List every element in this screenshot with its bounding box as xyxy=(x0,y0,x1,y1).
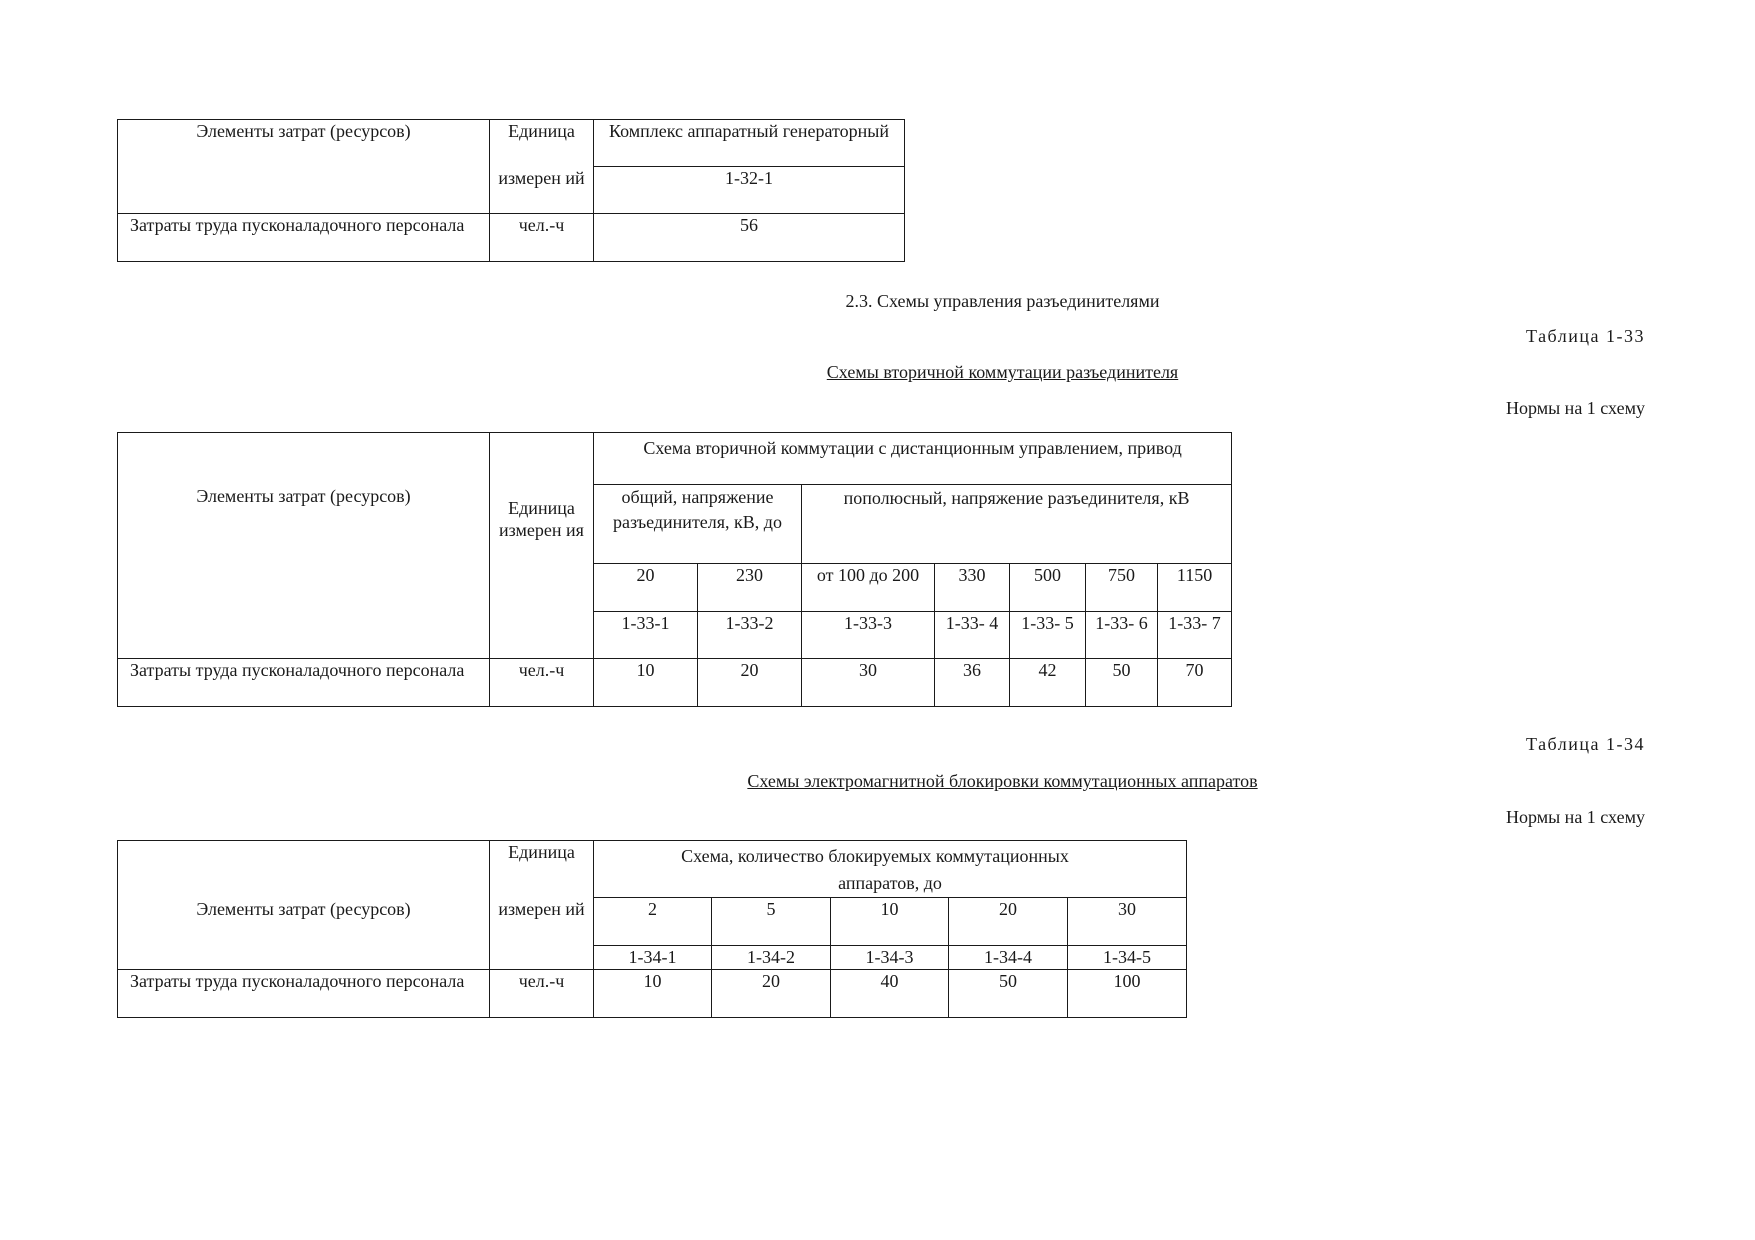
value-1: 10 xyxy=(594,970,712,1018)
count-5: 30 xyxy=(1068,898,1187,946)
header-unit-2: измерен ий xyxy=(490,898,594,946)
value-3: 30 xyxy=(802,659,935,707)
header-elements: Элементы затрат (ресурсов) xyxy=(118,120,490,167)
table-1-32 xyxy=(117,119,905,262)
row-label: Затраты труда пусконаладочного персонала xyxy=(118,214,490,262)
code-3: 1-34-3 xyxy=(831,946,949,970)
code-2: 1-34-2 xyxy=(712,946,831,970)
value-3: 40 xyxy=(831,970,949,1018)
header-unit-1: Единица xyxy=(490,841,594,898)
value-2: 20 xyxy=(698,659,802,707)
value-5: 42 xyxy=(1010,659,1086,707)
voltage-3: от 100 до 200 xyxy=(802,564,935,612)
value-5: 100 xyxy=(1068,970,1187,1018)
table-1-34-norms: Нормы на 1 схему xyxy=(1505,807,1645,827)
header-elements: Элементы затрат (ресурсов) xyxy=(118,898,490,946)
code-1: 1-33-1 xyxy=(594,612,698,659)
value-4: 36 xyxy=(935,659,1010,707)
table-1-34-number: Таблица 1-34 xyxy=(1526,734,1645,754)
count-2: 5 xyxy=(712,898,831,946)
row-value: 56 xyxy=(594,214,905,262)
header-general: общий, напряжение разъединителя, кВ, до xyxy=(594,485,802,564)
code-6: 1-33- 6 xyxy=(1086,612,1158,659)
table-1-33-norms: Нормы на 1 схему xyxy=(1505,398,1645,418)
header-elements-bottom xyxy=(118,946,490,970)
code-1: 1-34-1 xyxy=(594,946,712,970)
header-elements-text: Элементы затрат (ресурсов) xyxy=(196,485,411,506)
header-scheme-line-1: Схема, количество блокируемых коммутационных xyxy=(681,846,1069,866)
value-2: 20 xyxy=(712,970,831,1018)
voltage-2: 230 xyxy=(698,564,802,612)
voltage-4: 330 xyxy=(935,564,1010,612)
header-complex: Комплекс аппаратный генераторный xyxy=(594,120,905,167)
code-4: 1-33- 4 xyxy=(935,612,1010,659)
code-7: 1-33- 7 xyxy=(1158,612,1232,659)
header-elements-top xyxy=(118,841,490,898)
row-unit: чел.-ч xyxy=(490,659,594,707)
value-7: 70 xyxy=(1158,659,1232,707)
header-unit-text: Единица измерен ия xyxy=(499,497,584,540)
header-code: 1-32-1 xyxy=(594,167,905,214)
table-1-33-number: Таблица 1-33 xyxy=(1526,326,1645,346)
header-elements-cont xyxy=(118,167,490,214)
count-4: 20 xyxy=(949,898,1068,946)
section-heading: 2.3. Схемы управления разъединителями xyxy=(845,291,1160,311)
row-label: Затраты труда пусконаладочного персонала xyxy=(118,659,490,707)
code-3: 1-33-3 xyxy=(802,612,935,659)
code-5: 1-33- 5 xyxy=(1010,612,1086,659)
row-unit: чел.-ч xyxy=(490,970,594,1018)
header-elements xyxy=(118,433,490,659)
header-scheme: Схема вторичной коммутации с дистанционным управлением, привод xyxy=(594,433,1232,485)
table-1-33 xyxy=(117,432,1232,707)
value-1: 10 xyxy=(594,659,698,707)
code-4: 1-34-4 xyxy=(949,946,1068,970)
header-scheme-line-2: аппаратов, до xyxy=(838,873,942,893)
value-6: 50 xyxy=(1086,659,1158,707)
table-1-33-title: Схемы вторичной коммутации разъединителя xyxy=(826,362,1179,382)
voltage-1: 20 xyxy=(594,564,698,612)
voltage-5: 500 xyxy=(1010,564,1086,612)
code-2: 1-33-2 xyxy=(698,612,802,659)
header-unit-1: Единица xyxy=(490,120,594,167)
code-5: 1-34-5 xyxy=(1068,946,1187,970)
header-unit xyxy=(490,433,594,659)
header-polar: пополюсный, напряжение разъединителя, кВ xyxy=(802,485,1232,564)
header-unit-bottom xyxy=(490,946,594,970)
header-unit-2-text: измерен ий xyxy=(498,167,585,188)
row-label: Затраты труда пусконаладочного персонала xyxy=(118,970,490,1018)
voltage-6: 750 xyxy=(1086,564,1158,612)
table-1-34-title: Схемы электромагнитной блокировки коммутационных аппаратов xyxy=(747,771,1258,791)
header-scheme xyxy=(594,841,1187,898)
table-1-34 xyxy=(117,840,1187,1018)
value-4: 50 xyxy=(949,970,1068,1018)
count-3: 10 xyxy=(831,898,949,946)
count-1: 2 xyxy=(594,898,712,946)
voltage-7: 1150 xyxy=(1158,564,1232,612)
header-unit-2 xyxy=(490,167,594,214)
row-unit: чел.-ч xyxy=(490,214,594,262)
